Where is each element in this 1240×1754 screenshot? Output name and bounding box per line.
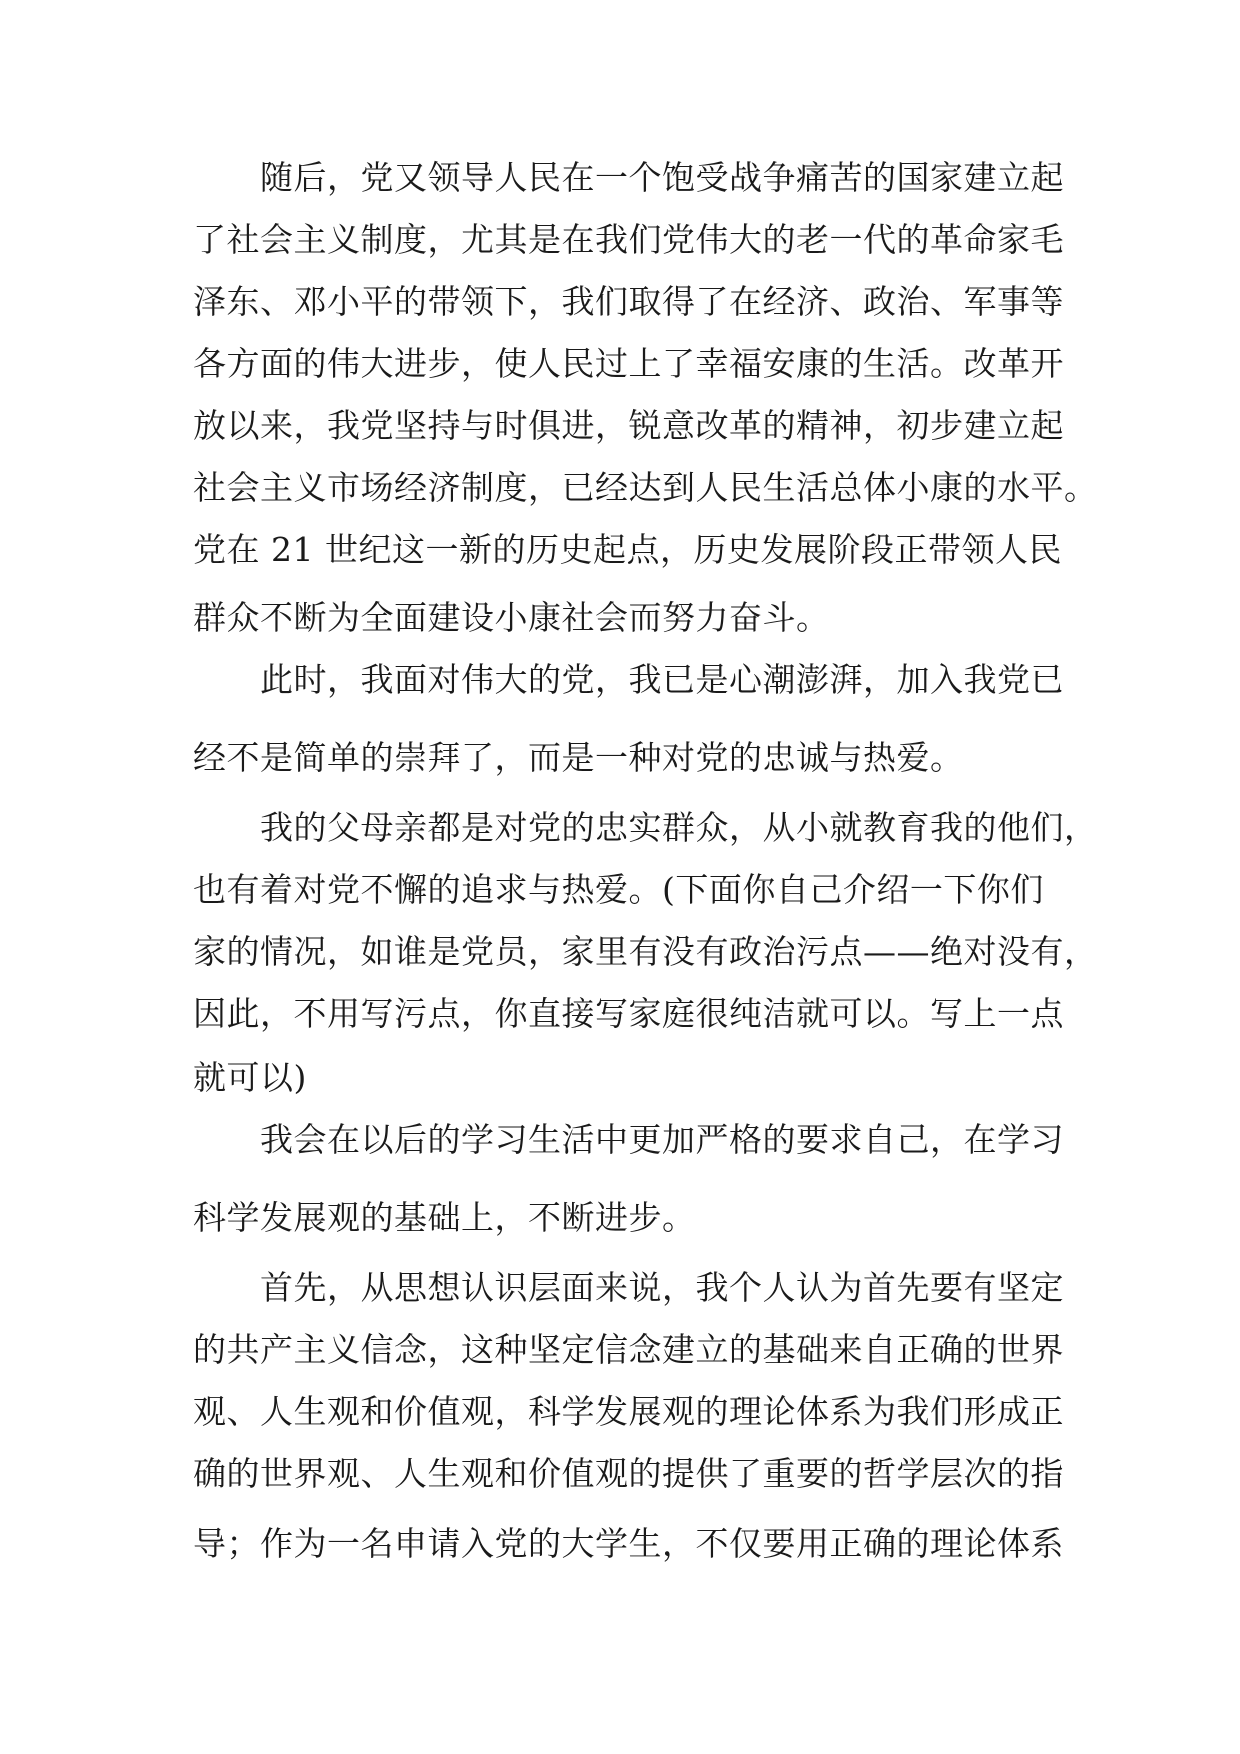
text-line: 党在 21 世纪这一新的历史起点，历史发展阶段正带领人民 <box>193 530 1062 569</box>
text-line: 首先，从思想认识层面来说，我个人认为首先要有坚定 <box>260 1268 1064 1307</box>
text-line: 放以来，我党坚持与时俱进，锐意改革的精神，初步建立起 <box>193 406 1064 445</box>
text-line: 就可以) <box>193 1058 307 1097</box>
text-line: 我会在以后的学习生活中更加严格的要求自己，在学习 <box>260 1120 1064 1159</box>
text-line: 我的父母亲都是对党的忠实群众，从小就教育我的他们， <box>260 808 1098 847</box>
text-line: 泽东、邓小平的带领下，我们取得了在经济、政治、军事等 <box>193 282 1064 321</box>
text-line: 群众不断为全面建设小康社会而努力奋斗。 <box>193 598 830 637</box>
text-line: 各方面的伟大进步，使人民过上了幸福安康的生活。改革开 <box>193 344 1064 383</box>
text-line: 经不是简单的崇拜了，而是一种对党的忠诚与热爱。 <box>193 738 964 777</box>
text-line: 也有着对党不懈的追求与热爱。(下面你自己介绍一下你们 <box>193 870 1044 909</box>
text-line: 此时，我面对伟大的党，我已是心潮澎湃，加入我党已 <box>260 660 1064 699</box>
text-line: 的共产主义信念，这种坚定信念建立的基础来自正确的世界 <box>193 1330 1064 1369</box>
text-line: 随后，党又领导人民在一个饱受战争痛苦的国家建立起 <box>260 158 1064 197</box>
text-line: 科学发展观的基础上，不断进步。 <box>193 1198 696 1237</box>
text-line: 了社会主义制度，尤其是在我们党伟大的老一代的革命家毛 <box>193 220 1064 259</box>
text-line: 导；作为一名申请入党的大学生，不仅要用正确的理论体系 <box>193 1524 1064 1563</box>
text-line: 因此，不用写污点，你直接写家庭很纯洁就可以。写上一点 <box>193 994 1064 1033</box>
text-line: 家的情况，如谁是党员，家里有没有政治污点——绝对没有， <box>193 932 1098 971</box>
text-line: 确的世界观、人生观和价值观的提供了重要的哲学层次的指 <box>193 1454 1064 1493</box>
text-line: 观、人生观和价值观，科学发展观的理论体系为我们形成正 <box>193 1392 1064 1431</box>
text-line: 社会主义市场经济制度，已经达到人民生活总体小康的水平。 <box>193 468 1098 507</box>
